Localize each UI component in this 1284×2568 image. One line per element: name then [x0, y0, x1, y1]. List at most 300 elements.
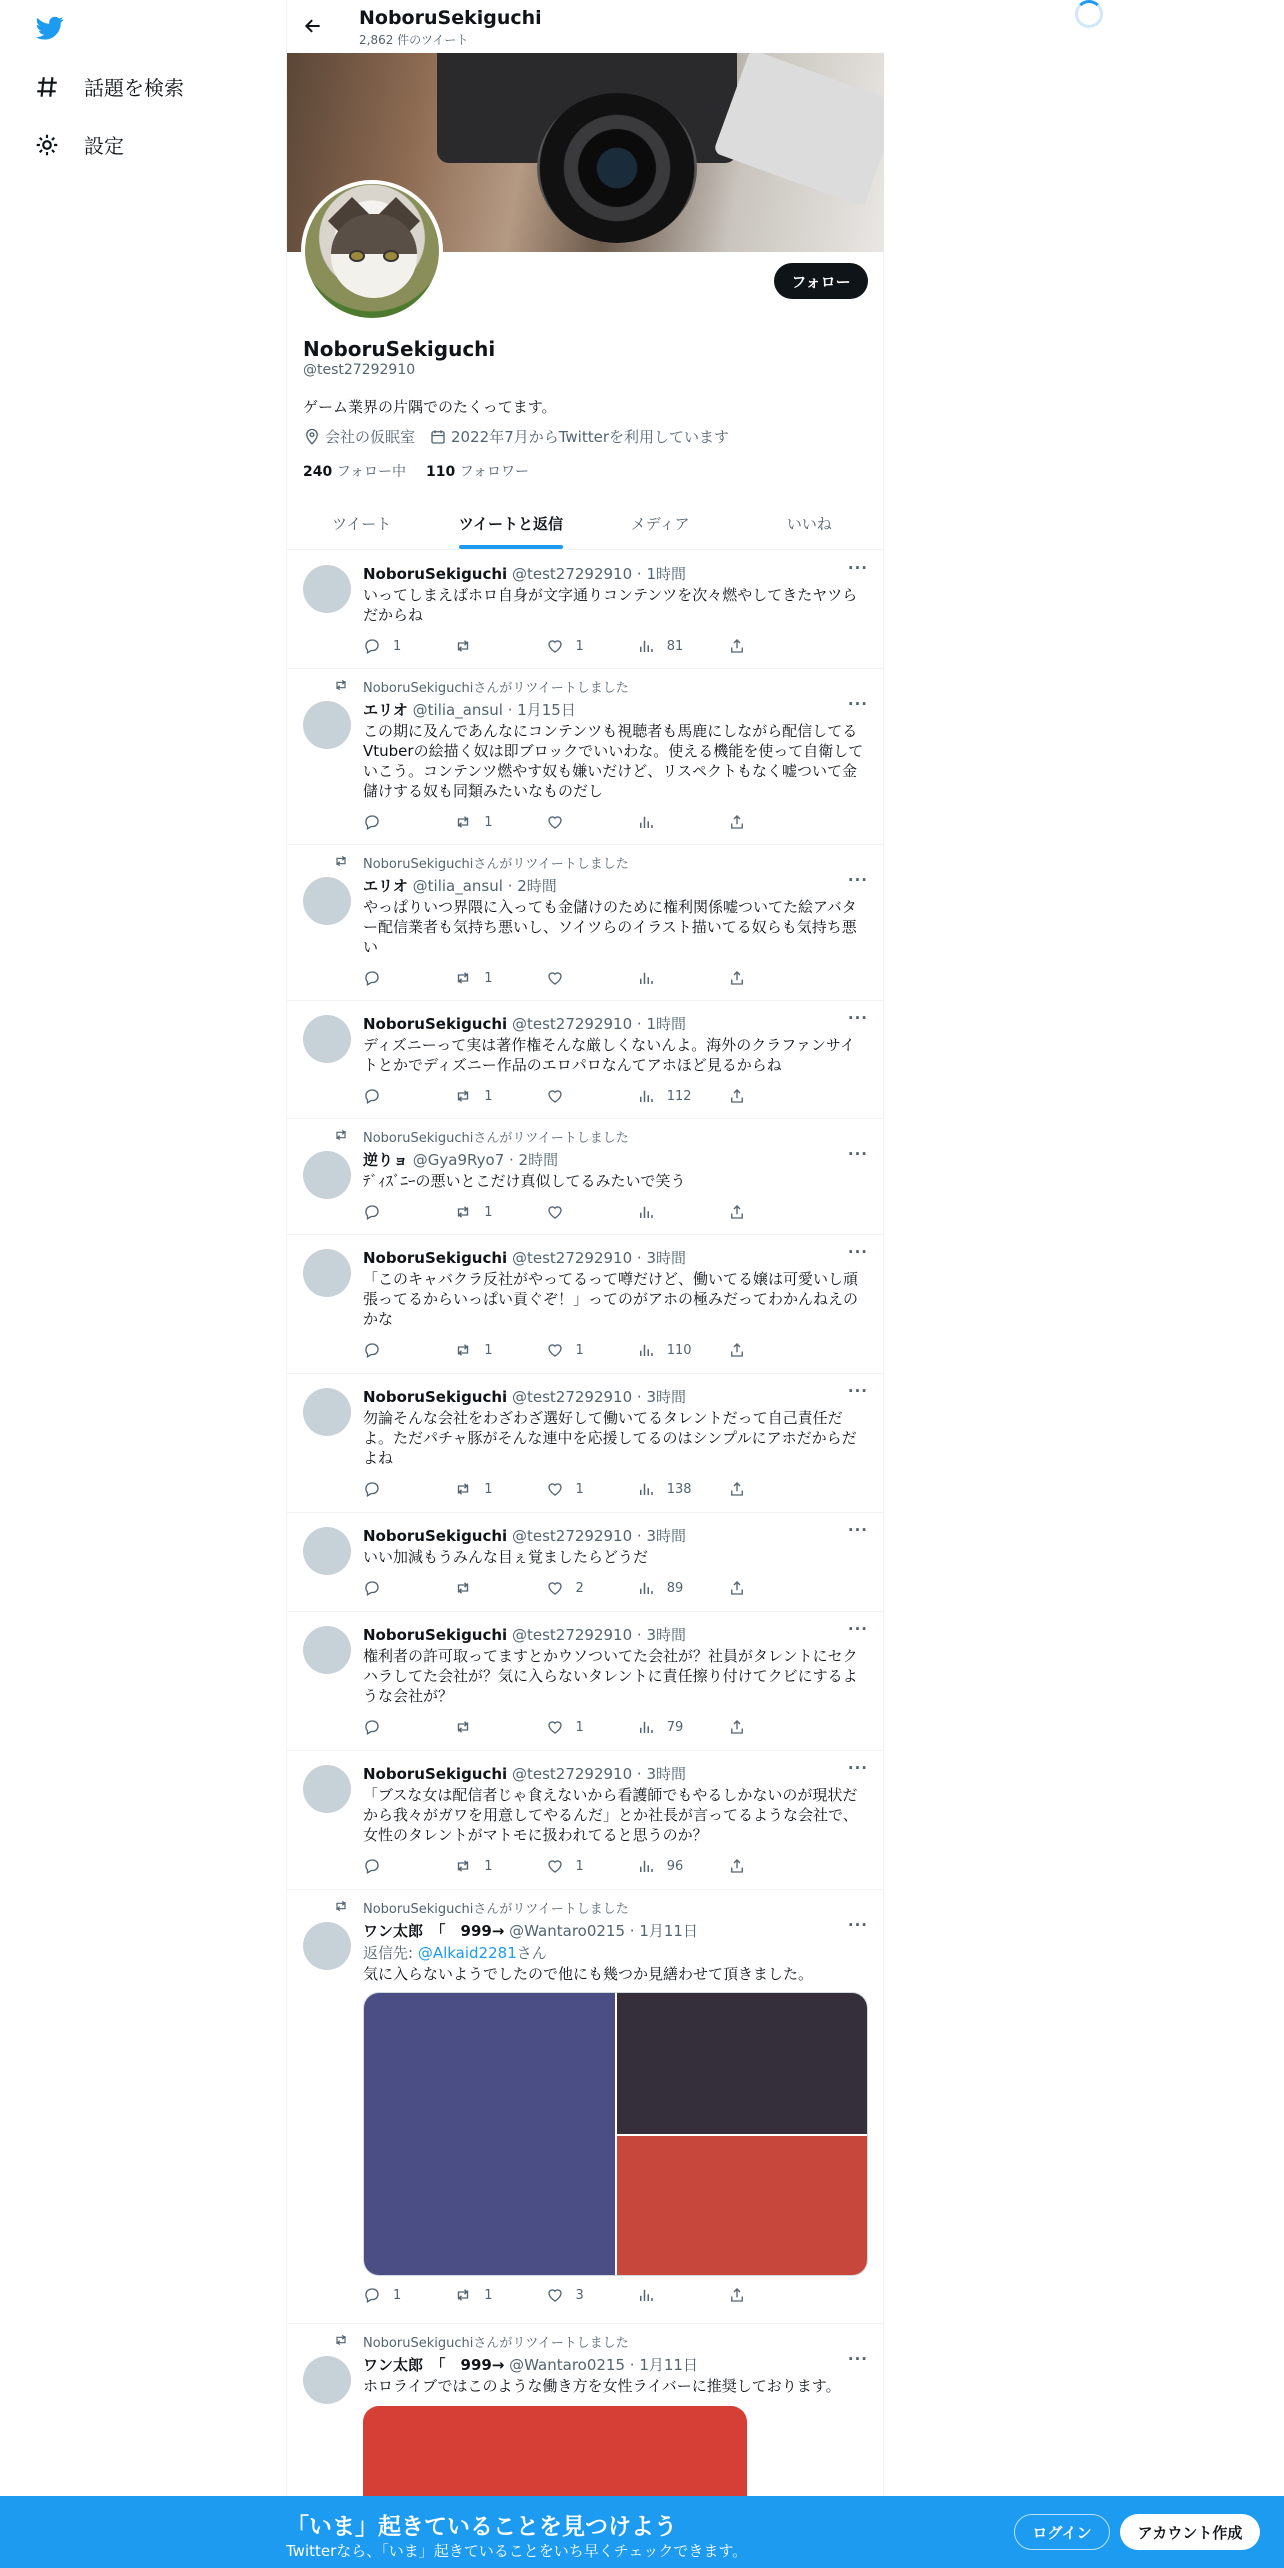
tweet-time[interactable]: · 3時間 [636, 1388, 687, 1406]
tweet[interactable] [287, 669, 884, 845]
bar-chart-icon [637, 2286, 655, 2304]
share-button[interactable] [728, 1203, 788, 1221]
tweet-actions [363, 1203, 788, 1221]
retweet-count: 1 [484, 1342, 493, 1358]
share-icon [728, 1857, 746, 1875]
reply-button[interactable] [363, 1203, 423, 1221]
reply-icon [363, 1579, 381, 1597]
reply-count: 1 [393, 638, 402, 654]
reply-icon [363, 637, 381, 655]
like-button[interactable] [546, 1579, 606, 1597]
heart-icon [546, 813, 564, 831]
tweet-author-name[interactable]: 逆りョ [363, 1151, 409, 1169]
tweet[interactable] [287, 1374, 884, 1513]
tweet-media-image[interactable] [364, 1993, 615, 2276]
reply-button[interactable] [363, 1579, 423, 1597]
tweet[interactable] [287, 1612, 884, 1751]
tweet-text: 「ブスな女は配信者じゃ食えないから看護師でもやるしかないのが現状だから我々がガワを用意してやるんだ」とか社長が言ってるような会社で、女性のタレントがマトモに扱われてると思うのか？ [363, 1786, 858, 1844]
share-button[interactable] [728, 1087, 788, 1105]
like-button[interactable] [546, 813, 606, 831]
tweet-author-name[interactable]: NoboruSekiguchi [363, 1765, 508, 1783]
heart-icon [546, 1341, 564, 1359]
retweet-count: 1 [484, 2287, 493, 2303]
share-button[interactable] [728, 813, 788, 831]
tweet-avatar[interactable] [303, 1388, 351, 1436]
share-icon [728, 813, 746, 831]
like-button[interactable] [546, 1718, 606, 1736]
retweet-icon [454, 1341, 472, 1359]
views-button[interactable] [637, 1718, 697, 1736]
share-button[interactable] [728, 1480, 788, 1498]
more-options-icon[interactable]: ··· [847, 1145, 868, 1163]
like-button[interactable] [546, 1087, 606, 1105]
more-options-icon[interactable]: ··· [847, 1009, 868, 1027]
profile-header-bar [287, 0, 884, 52]
tweet-author-name[interactable]: NoboruSekiguchi [363, 1015, 508, 1033]
heart-icon [546, 1718, 564, 1736]
heart-icon [546, 969, 564, 987]
retweet-count: 1 [484, 814, 493, 830]
following-link[interactable] [303, 461, 406, 481]
reply-to-label [363, 1942, 547, 1963]
like-button[interactable] [546, 1480, 606, 1498]
tweet-author-name[interactable]: ワン太郎 「 999→ [363, 1922, 505, 1940]
share-button[interactable] [728, 1718, 788, 1736]
profile-name: NoboruSekiguchi [303, 337, 496, 361]
views-button[interactable] [637, 1087, 697, 1105]
tweet-header [363, 1149, 558, 1170]
view-count: 96 [666, 1858, 684, 1874]
tab-likes[interactable]: いいね [786, 514, 832, 533]
retweet-indicator-icon [333, 1898, 349, 1914]
reply-icon [363, 813, 381, 831]
tweet-author-name[interactable]: NoboruSekiguchi [363, 1388, 508, 1406]
back-arrow-icon[interactable] [303, 16, 323, 36]
tweet-author-name[interactable]: エリオ [363, 877, 408, 895]
heart-icon [546, 1087, 564, 1105]
tweet-author-name[interactable]: ワン太郎 「 999→ [363, 2356, 505, 2374]
tweet-actions [363, 1087, 788, 1105]
view-count: 89 [666, 1580, 684, 1596]
retweet-button[interactable] [454, 1203, 514, 1221]
share-icon [728, 637, 746, 655]
cat-eye [349, 250, 365, 262]
tweet[interactable] [287, 1001, 884, 1119]
more-options-icon[interactable]: ··· [847, 2350, 868, 2368]
tweet-author-name[interactable]: NoboruSekiguchi [363, 1626, 508, 1644]
more-options-icon[interactable]: ··· [847, 695, 868, 713]
tweet[interactable] [287, 2324, 884, 2524]
tweet-text: ﾃﾞｨｽﾞﾆｰの悪いとこだけ真似してるみたいで笑う [363, 1172, 686, 1190]
reply-icon [363, 1087, 381, 1105]
cat-eye [383, 250, 399, 262]
tweet-author-handle[interactable]: @test27292910 [511, 565, 633, 583]
view-count: 81 [666, 638, 684, 654]
tweet-time[interactable]: · 3時間 [636, 1765, 687, 1783]
tweet-time[interactable]: · 1月11日 [629, 1922, 698, 1940]
tweet-avatar[interactable] [303, 1626, 351, 1674]
tweet-media-image[interactable] [617, 2136, 868, 2276]
tweet-actions [363, 2286, 788, 2304]
tweet-author-name[interactable]: エリオ [363, 701, 408, 719]
location-pin-icon [303, 428, 321, 446]
like-button[interactable] [546, 1203, 606, 1221]
tweet[interactable] [287, 1513, 884, 1612]
retweeted-by-label: NoboruSekiguchiさんがリツイートしました [363, 1902, 629, 1917]
heart-icon [546, 1203, 564, 1221]
tweet-text: いってしまえばホロ自身が文字通りコンテンツを次々燃やしてきたヤツらだからね [363, 586, 858, 624]
signup-button[interactable]: アカウント作成 [1120, 2514, 1260, 2550]
tweet[interactable] [287, 1119, 884, 1235]
tweet-header [363, 1525, 686, 1546]
views-button[interactable] [637, 1480, 697, 1498]
retweet-indicator-icon [333, 1127, 349, 1143]
followers-count: 110 [426, 464, 456, 480]
reply-to-suffix: さん [516, 1944, 547, 1962]
like-count: 1 [575, 1342, 584, 1358]
retweet-icon [454, 1203, 472, 1221]
tweet-time[interactable]: · 1時間 [636, 1015, 687, 1033]
more-options-icon[interactable]: ··· [847, 1916, 868, 1934]
signup-banner-subtitle: Twitterなら、「いま」起きていることをいち早くチェックできます。 [286, 2542, 748, 2560]
view-count: 112 [666, 1088, 692, 1104]
login-button[interactable]: ログイン [1014, 2514, 1110, 2550]
tweet-header [363, 2354, 698, 2375]
tweet-avatar[interactable] [303, 1527, 351, 1575]
tweet-text: 勿論そんな会社をわざわざ選好して働いてるタレントだって自己責任だよ。ただパチャ豚がそんな連中を応援してるのはシンプルにアホだからだよね [363, 1409, 857, 1467]
profile-handle: @test27292910 [303, 362, 416, 378]
tweet-actions [363, 1341, 788, 1359]
retweet-button[interactable] [454, 1480, 514, 1498]
views-button[interactable] [637, 1341, 697, 1359]
like-count: 1 [575, 1858, 584, 1874]
tweet-avatar[interactable] [303, 1249, 351, 1297]
like-button[interactable] [546, 1857, 606, 1875]
tweet-author-handle[interactable]: @test27292910 [511, 1626, 633, 1644]
bar-chart-icon [637, 1579, 655, 1597]
bar-chart-icon [637, 1718, 655, 1736]
tweet-header [363, 1247, 686, 1268]
tweet[interactable] [287, 551, 884, 669]
tweet-text: この期に及んであんなにコンテンツも視聴者も馬鹿にしながら配信してるVtuberの絵描く奴は即ブロックでいいわな。使える機能を使って自衛していこう。コンテンツ燃やす奴も嫌いだけど、リスペクトもなく嘘ついて金儲けする奴も同類みたいなものだし [363, 722, 864, 800]
tweet[interactable] [287, 845, 884, 1001]
tweet-header [363, 1624, 686, 1645]
tweet-time[interactable]: · 1時間 [636, 565, 687, 583]
retweet-icon [454, 2286, 472, 2304]
tweet-avatar[interactable] [303, 1015, 351, 1063]
more-options-icon[interactable]: ··· [847, 871, 868, 889]
retweet-indicator-icon [333, 853, 349, 869]
more-options-icon[interactable]: ··· [847, 1521, 868, 1539]
retweeted-by-label: NoboruSekiguchiさんがリツイートしました [363, 1131, 629, 1146]
share-icon [728, 2286, 746, 2304]
tweet-header [363, 1386, 686, 1407]
tweet-time[interactable]: · 3時間 [636, 1527, 687, 1545]
tweet-text: いい加減もうみんな目ぇ覚ましたらどうだ [363, 1548, 649, 1566]
retweeted-by-label: NoboruSekiguchiさんがリツイートしました [363, 681, 629, 696]
bar-chart-icon [637, 1203, 655, 1221]
like-button[interactable] [546, 1341, 606, 1359]
following-label: フォロー中 [336, 464, 406, 480]
retweet-icon [454, 813, 472, 831]
reply-button[interactable] [363, 1341, 423, 1359]
sidebar-item-explore[interactable] [34, 72, 184, 101]
views-button[interactable] [637, 2286, 697, 2304]
tweet-author-handle[interactable]: @Wantaro0215 [509, 2356, 626, 2374]
heart-icon [546, 637, 564, 655]
like-button[interactable] [546, 637, 606, 655]
sidebar-item-settings[interactable] [34, 130, 124, 159]
retweet-button[interactable] [454, 1718, 514, 1736]
heart-icon [546, 1480, 564, 1498]
retweeted-by-label: NoboruSekiguchiさんがリツイートしました [363, 857, 629, 872]
like-count: 1 [575, 1719, 584, 1735]
retweet-icon [454, 969, 472, 987]
more-options-icon[interactable]: ··· [847, 1759, 868, 1777]
retweet-icon [454, 1579, 472, 1597]
heart-icon [546, 2286, 564, 2304]
tweet-actions [363, 969, 788, 987]
reply-button[interactable] [363, 1087, 423, 1105]
profile-joined-text: 2022年7月からTwitterを利用しています [451, 428, 730, 446]
share-button[interactable] [728, 637, 788, 655]
followers-label: フォロワー [459, 464, 529, 480]
tweet-author-handle[interactable]: @test27292910 [511, 1765, 633, 1783]
retweet-button[interactable] [454, 969, 514, 987]
retweet-icon [454, 637, 472, 655]
gear-icon [34, 132, 60, 158]
retweet-button[interactable] [454, 1341, 514, 1359]
like-count: 2 [575, 1580, 584, 1596]
reply-icon [363, 1480, 381, 1498]
tweet-avatar[interactable] [303, 1765, 351, 1813]
tweet-avatar[interactable] [303, 701, 351, 749]
share-icon [728, 1579, 746, 1597]
tweet-time[interactable]: · 1月15日 [507, 701, 576, 719]
loading-spinner-icon [1075, 0, 1103, 28]
reply-button[interactable] [363, 2286, 423, 2304]
more-options-icon[interactable]: ··· [847, 1243, 868, 1261]
like-count: 1 [575, 638, 584, 654]
retweet-count: 1 [484, 1088, 493, 1104]
tweet-avatar[interactable] [303, 1151, 351, 1199]
tweet-author-handle[interactable]: @Gya9Ryo7 [412, 1151, 505, 1169]
reply-icon [363, 1718, 381, 1736]
tab-tweets-and-replies[interactable]: ツイートと返信 [436, 497, 585, 549]
views-button[interactable] [637, 1203, 697, 1221]
share-icon [728, 969, 746, 987]
tweet-time[interactable]: · 1月11日 [629, 2356, 698, 2374]
header-name: NoboruSekiguchi [359, 7, 542, 29]
retweet-button[interactable] [454, 1579, 514, 1597]
profile-timeline [286, 0, 884, 2568]
banner-phone [713, 53, 884, 207]
tweet-header [363, 563, 686, 584]
reply-button[interactable] [363, 1857, 423, 1875]
twitter-logo-icon[interactable] [34, 14, 66, 42]
reply-to-prefix: 返信先: [363, 1944, 418, 1962]
tweet-media-grid [363, 1992, 868, 2276]
profile-avatar[interactable] [301, 180, 443, 322]
tweet-avatar[interactable] [303, 1922, 351, 1970]
views-button[interactable] [637, 1857, 697, 1875]
views-button[interactable] [637, 637, 697, 655]
bar-chart-icon [637, 813, 655, 831]
tweet-author-handle[interactable]: @Wantaro0215 [509, 1922, 626, 1940]
retweet-icon [454, 1480, 472, 1498]
view-count: 79 [666, 1719, 684, 1735]
tweet-text: やっぱりいつ界隈に入っても金儲けのために権利関係嘘ついてた絵アバター配信業者も気持ち悪いし、ソイツらのイラスト描いてる奴らも気持ち悪い [363, 898, 857, 956]
profile-location-text: 会社の仮眠室 [325, 428, 416, 446]
tweet-actions [363, 813, 788, 831]
bar-chart-icon [637, 969, 655, 987]
tab-media[interactable]: メディア [630, 514, 690, 533]
share-button[interactable] [728, 1341, 788, 1359]
tweet-header [363, 1013, 686, 1034]
bar-chart-icon [637, 1480, 655, 1498]
tweet-actions [363, 1718, 788, 1736]
profile-joined [429, 426, 729, 447]
share-icon [728, 1341, 746, 1359]
view-count: 138 [666, 1481, 692, 1497]
bar-chart-icon [637, 637, 655, 655]
heart-icon [546, 1579, 564, 1597]
retweet-count: 1 [484, 1858, 493, 1874]
view-count: 110 [666, 1342, 692, 1358]
reply-button[interactable] [363, 813, 423, 831]
retweet-button[interactable] [454, 813, 514, 831]
signup-banner [0, 2496, 1284, 2568]
bar-chart-icon [637, 1087, 655, 1105]
reply-button[interactable] [363, 1718, 423, 1736]
share-button[interactable] [728, 969, 788, 987]
tweet-actions [363, 1857, 788, 1875]
hashtag-icon [34, 74, 60, 100]
tweet-time[interactable]: · 2時間 [507, 877, 557, 895]
tweet-author-name[interactable]: NoboruSekiguchi [363, 1527, 508, 1545]
profile-tabs [287, 497, 884, 550]
bar-chart-icon [637, 1857, 655, 1875]
reply-count: 1 [393, 2287, 402, 2303]
share-button[interactable] [728, 2286, 788, 2304]
tweet-author-handle[interactable]: @tilia_ansul [412, 877, 503, 895]
tweet[interactable] [287, 1751, 884, 1890]
retweet-count: 1 [484, 1204, 493, 1220]
tweet[interactable] [287, 1235, 884, 1374]
tab-tweets[interactable]: ツイート [331, 514, 392, 533]
tweet-header [363, 1763, 686, 1784]
retweet-count: 1 [484, 970, 493, 986]
share-button[interactable] [728, 1857, 788, 1875]
heart-icon [546, 1857, 564, 1875]
bar-chart-icon [637, 1341, 655, 1359]
retweet-indicator-icon [333, 2332, 349, 2348]
like-count: 1 [575, 1481, 584, 1497]
tweet-time[interactable]: · 2時間 [509, 1151, 559, 1169]
following-count: 240 [303, 464, 333, 480]
tweet-media-image[interactable] [617, 1993, 868, 2134]
more-options-icon[interactable]: ··· [847, 1620, 868, 1638]
tweet-text: 権利者の許可取ってますとかウソついてた会社が？社員がタレントにセクハラしてた会社が？気に入らないタレントに責任擦り付けてクビにするような会社が？ [363, 1647, 858, 1705]
tweet-header [363, 699, 576, 720]
profile-meta [303, 426, 729, 447]
retweet-icon [454, 1087, 472, 1105]
tweet-author-name[interactable]: NoboruSekiguchi [363, 565, 508, 583]
like-button[interactable] [546, 969, 606, 987]
retweet-icon [454, 1718, 472, 1736]
retweet-count: 1 [484, 1481, 493, 1497]
like-button[interactable] [546, 2286, 606, 2304]
tweet-actions [363, 1480, 788, 1498]
calendar-icon [429, 428, 447, 446]
reply-button[interactable] [363, 1480, 423, 1498]
retweet-button[interactable] [454, 2286, 514, 2304]
views-button[interactable] [637, 1579, 697, 1597]
follow-button[interactable]: フォロー [774, 263, 868, 299]
tweet-header [363, 875, 557, 896]
share-icon [728, 1087, 746, 1105]
retweet-icon [454, 1857, 472, 1875]
reply-icon [363, 1857, 381, 1875]
tweet-avatar[interactable] [303, 2356, 351, 2404]
share-button[interactable] [728, 1579, 788, 1597]
profile-bio: ゲーム業界の片隅でのたくってます。 [303, 398, 557, 416]
tweet-author-handle[interactable]: @test27292910 [511, 1015, 633, 1033]
views-button[interactable] [637, 813, 697, 831]
share-icon [728, 1480, 746, 1498]
reply-icon [363, 2286, 381, 2304]
reply-button[interactable] [363, 969, 423, 987]
tweet-author-name[interactable]: NoboruSekiguchi [363, 1249, 508, 1267]
profile-location [303, 426, 415, 447]
tweet-time[interactable]: · 3時間 [636, 1249, 687, 1267]
tweet[interactable] [287, 1890, 884, 2324]
banner-camera-lens [537, 93, 697, 243]
header-tweet-count: 2,862 件のツイート [359, 33, 469, 47]
tweet-avatar[interactable] [303, 877, 351, 925]
more-options-icon[interactable]: ··· [847, 1382, 868, 1400]
tweet-author-handle[interactable]: @test27292910 [511, 1388, 633, 1406]
tweet-text: 「このキャバクラ反社がやってるって噂だけど、働いてる嬢は可愛いし頑張ってるからいっぱい貢ぐぞ！」ってのがアホの極みだってわかんねえのかな [363, 1270, 859, 1328]
views-button[interactable] [637, 969, 697, 987]
retweeted-by-label: NoboruSekiguchiさんがリツイートしました [363, 2336, 629, 2351]
reply-icon [363, 969, 381, 987]
reply-button[interactable] [363, 637, 423, 655]
tweet-header [363, 1920, 698, 1941]
tweet-avatar[interactable] [303, 565, 351, 613]
tweet-author-handle[interactable]: @test27292910 [511, 1249, 633, 1267]
tweet-author-handle[interactable]: @test27292910 [511, 1527, 633, 1545]
retweet-button[interactable] [454, 1087, 514, 1105]
tweet-time[interactable]: · 3時間 [636, 1626, 687, 1644]
sidebar-item-label: 話題を検索 [84, 76, 184, 100]
like-count: 3 [575, 2287, 584, 2303]
tweet-text: 気に入らないようでしたので他にも幾つか見繕わせて頂きました。 [363, 1965, 814, 1983]
reply-icon [363, 1203, 381, 1221]
tweet-text: ディズニーって実は著作権そんな厳しくないんよ。海外のクラファンサイトとかでディズニー作品のエロパロなんてアホほど見るからね [363, 1036, 855, 1074]
tweet-actions [363, 637, 788, 655]
more-options-icon[interactable]: ··· [847, 559, 868, 577]
retweet-button[interactable] [454, 1857, 514, 1875]
retweet-indicator-icon [333, 677, 349, 693]
tweet-author-handle[interactable]: @tilia_ansul [412, 701, 503, 719]
retweet-button[interactable] [454, 637, 514, 655]
followers-link[interactable] [426, 461, 529, 481]
tweet-text: ホロライブではこのような働き方を女性ライバーに推奨しております。 [363, 2377, 841, 2395]
sidebar-item-label: 設定 [84, 134, 124, 158]
signup-banner-title: 「いま」起きていることを見つけよう [286, 2514, 677, 2540]
reply-to-user-link[interactable]: @Alkaid2281 [417, 1944, 517, 1962]
